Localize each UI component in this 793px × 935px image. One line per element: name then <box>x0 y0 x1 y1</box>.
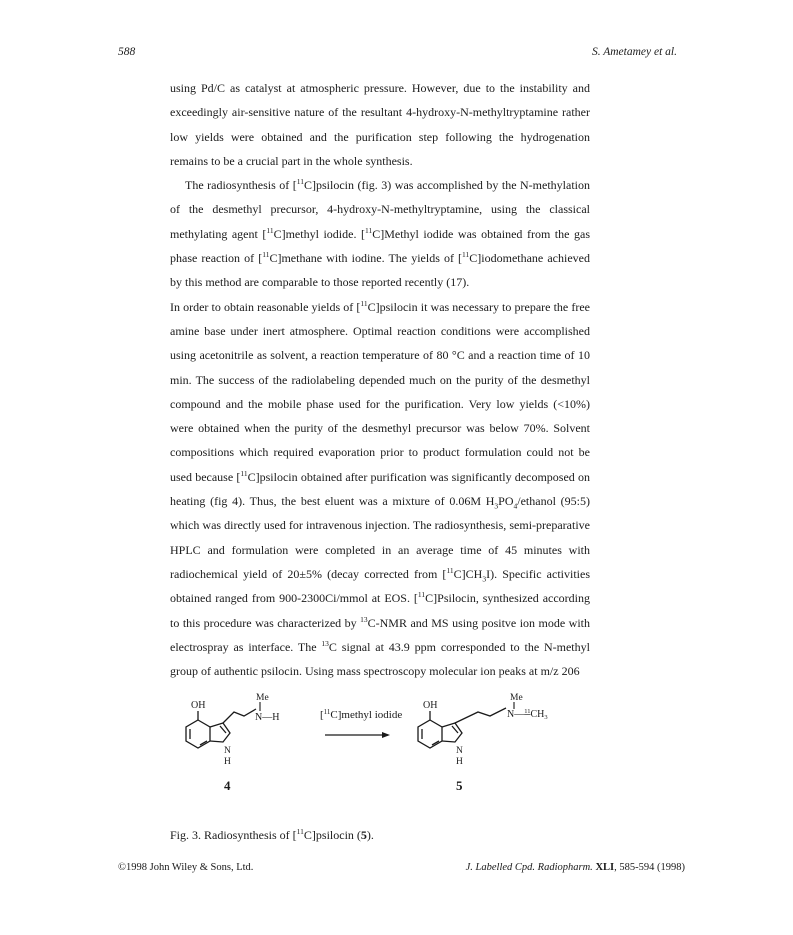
amine-label: N—H <box>255 712 280 723</box>
indole-skeleton-4 <box>186 709 256 748</box>
text-run: C]psilocin (fig. 3) was accomplished by the N-methylation of the desmethyl precursor, 4-hydroxy-N-methyltryptamine, using the classical methylating agent [ <box>170 178 590 241</box>
hydroxyl-label: OH <box>191 700 206 711</box>
text-run: C]methyl iodide <box>330 709 403 721</box>
text-run: C]Psilocin, synthesized according to this procedure was characterized by <box>170 591 590 630</box>
subscript: 3 <box>494 501 499 511</box>
text-run: C signal at 43.9 ppm corresponded to the N-methyl group of authentic psilocin. Using mass spectroscopy molecular ion peaks at m/z 206 <box>170 639 590 679</box>
journal-pages: , 585-594 (1998) <box>614 862 685 873</box>
running-header-author: S. Ametamey et al. <box>591 46 677 58</box>
text-run: C]Methyl iodide was obtained from the gas phase reaction of [ <box>170 226 590 266</box>
superscript: 11 <box>296 827 304 836</box>
reactant-structure-4 <box>186 693 279 793</box>
superscript: 13 <box>321 638 329 648</box>
text-run: In order to obtain reasonable yields of [ <box>170 299 361 314</box>
text-run: /ethanol (95:5) which was directly used for intravenous injection. The radiosynthesis, semi-preparative HPLC and formulation were completed in an average time of 45 minutes with radiochemical yield of 20±5% (decay corrected from [ <box>170 494 590 581</box>
text-run: The radiosynthesis of [ <box>185 178 297 193</box>
superscript: 11 <box>296 177 304 187</box>
superscript: 11 <box>462 250 470 260</box>
paragraph-3 <box>170 295 590 684</box>
superscript: 11 <box>262 250 270 260</box>
page-number: 588 <box>118 46 136 58</box>
text-run: C]iodomethane achieved by this method are comparable to those reported recently (17). <box>170 251 590 290</box>
text-run: N— <box>507 709 525 720</box>
superscript: 11 <box>323 708 331 716</box>
methyl-label: Me <box>510 693 523 703</box>
journal-volume: XLI <box>595 862 615 873</box>
text-run: [ <box>320 709 324 721</box>
caption-compound-number: 5 <box>360 828 367 842</box>
subscript: 3 <box>544 714 548 721</box>
superscript: 11 <box>524 708 531 715</box>
indole-h-label: H <box>456 757 463 767</box>
superscript: 11 <box>446 565 454 575</box>
body-text <box>170 76 590 683</box>
text-run: C]methyl iodide. [ <box>273 226 365 241</box>
footer-copyright: ©1998 John Wiley & Sons, Ltd. <box>118 862 254 873</box>
superscript: 11 <box>266 225 274 235</box>
reagent-label <box>320 708 402 721</box>
superscript: 13 <box>360 614 368 624</box>
journal-name: J. Labelled Cpd. Radiopharm. <box>465 862 593 873</box>
methyl-label: Me <box>256 693 269 703</box>
text-run: C]methane with iodine. The yields of [ <box>269 251 463 266</box>
paragraph-1: using Pd/C as catalyst at atmospheric pressure. However, due to the instability and exceedingly air-sensitive nature of the resultant 4-hydroxy-N-methyltryptamine rather low yields were obtained and the purification step following the hydrogenation remains to be a crucial part in the whole synthesis. <box>170 81 590 168</box>
superscript: 11 <box>240 468 248 478</box>
indole-n-label: N <box>224 746 231 756</box>
hydroxyl-label: OH <box>423 700 438 711</box>
text-run: Fig. 3. Radiosynthesis of [ <box>170 828 297 842</box>
text-run: ). <box>366 828 374 842</box>
text-run: C]psilocin ( <box>303 828 361 842</box>
text-run: C]psilocin it was necessary to prepare the free amine base under inert atmosphere. Optimal reaction conditions were accomplished using acetonitrile as solvent, a reaction temperature of 80 °C and a reaction time of 10 min. The success of the radiolabeling depended much on the purity of the desmethyl compound and the mobile phase used for the purification. Very low yields (<10%) were obtained when the purity of the desmethyl precursor was below 70%. Solvent compositions which required evaporation prior to product formulation could not be used because [ <box>170 299 591 484</box>
product-structure-5 <box>418 693 548 793</box>
indole-skeleton-5 <box>418 708 506 748</box>
text-run: C]psilocin obtained after purification was significantly decomposed on heating (fig 4). Thus, the best eluent was a mixture of 0.06M H <box>170 469 590 509</box>
indole-n-label: N <box>456 746 463 756</box>
reaction-arrow <box>325 732 390 738</box>
footer-citation <box>466 862 685 873</box>
superscript: 11 <box>417 590 426 600</box>
subscript: 3 <box>482 574 487 584</box>
subscript: 4 <box>513 501 518 511</box>
figure-caption <box>170 828 374 843</box>
indole-h-label: H <box>224 757 231 767</box>
labeled-amine-label <box>507 708 548 721</box>
reaction-scheme-figure <box>160 690 610 800</box>
superscript: 11 <box>360 298 368 308</box>
text-run: CH <box>530 709 545 720</box>
text-run: C]CH <box>453 566 483 581</box>
text-run: PO <box>498 494 514 509</box>
compound-number-4: 4 <box>224 778 231 793</box>
text-run: I). Specific activities obtained ranged from 900-2300Ci/mmol at EOS. [ <box>170 566 590 606</box>
paragraph-2 <box>170 173 590 294</box>
compound-number-5: 5 <box>456 778 463 793</box>
text-run: C-NMR and MS using positve ion mode with electrospray as interface. The <box>170 615 591 654</box>
superscript: 11 <box>364 225 373 235</box>
